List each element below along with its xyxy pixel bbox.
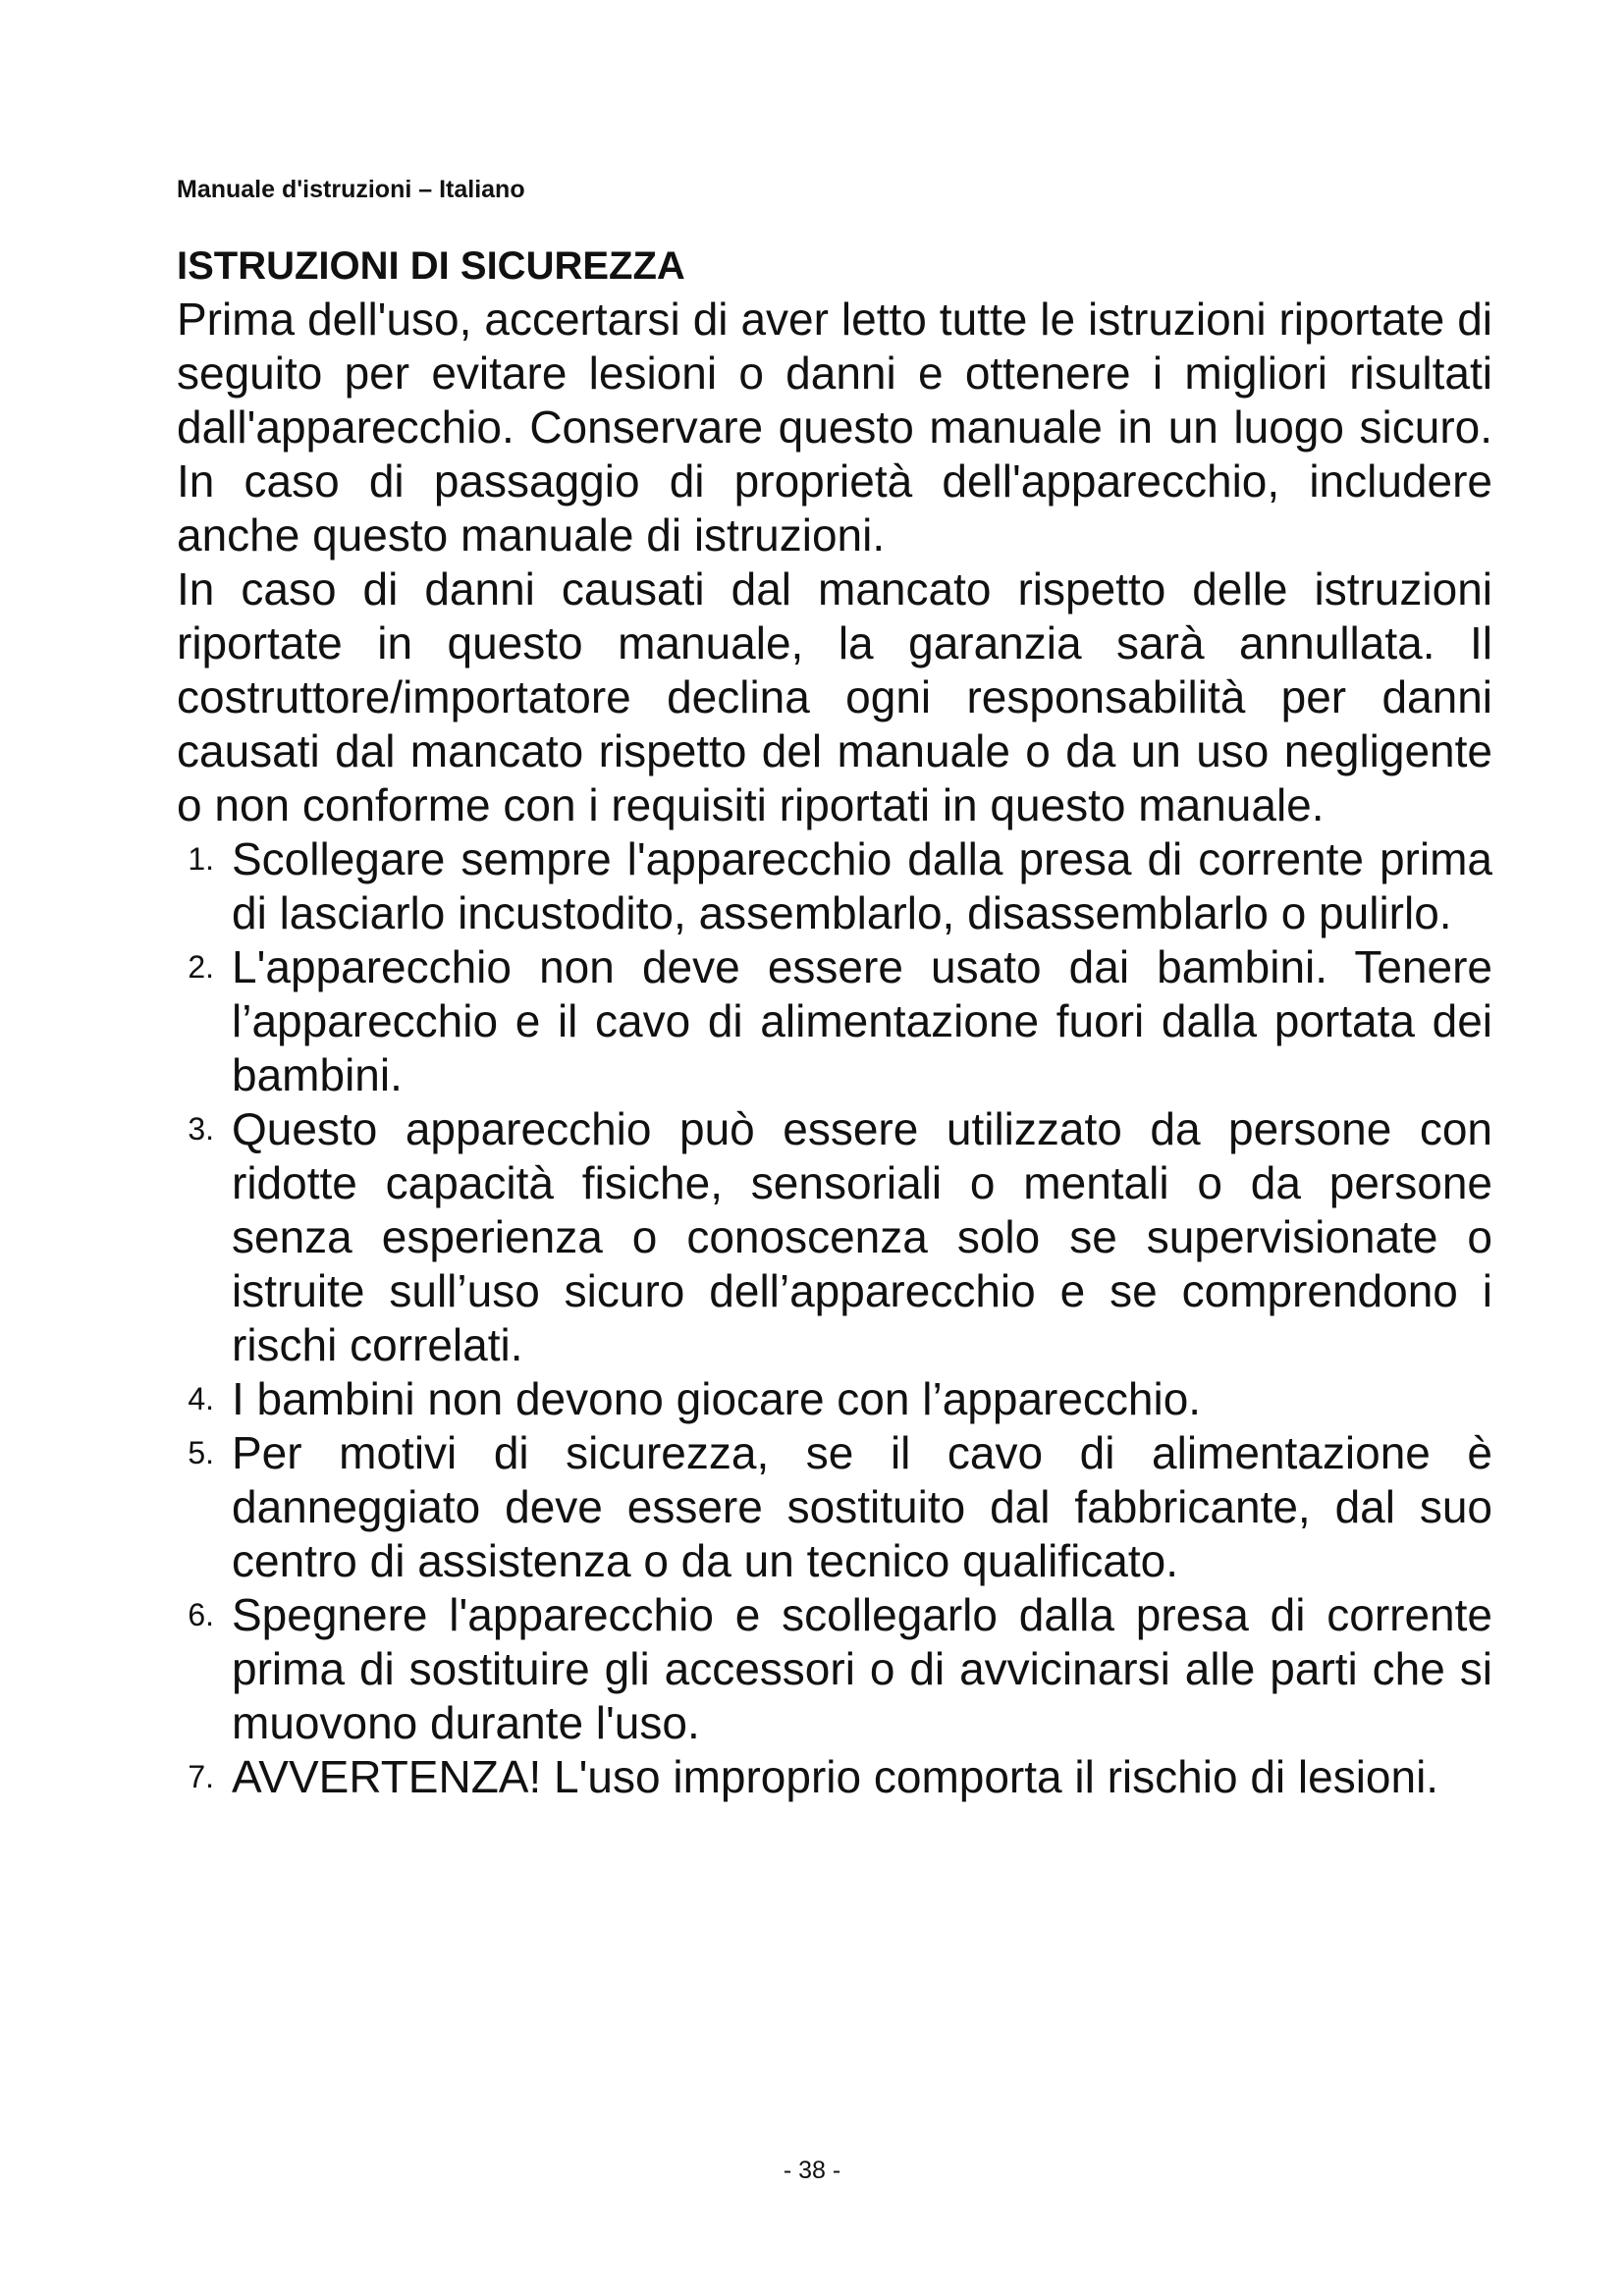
list-item-text: Per motivi di sicurezza, se il cavo di alimentazione è danneggiato deve essere sostituito dal fabbricante, dal suo centro di assistenza o da un tecnico qualificato. <box>232 1427 1492 1586</box>
list-item <box>177 1102 1492 1372</box>
section-title: ISTRUZIONI DI SICUREZZA <box>177 244 685 288</box>
list-item-number: 7. <box>188 1759 214 1794</box>
list-item-text: Questo apparecchio può essere utilizzato da persone con ridotte capacità fisiche, sensoriali o mentali o da persone senza esperienza o conoscenza solo se supervisionate o istruite sull’uso sicuro dell’apparecchio e se comprendono i rischi correlati. <box>232 1103 1492 1370</box>
running-header: Manuale d'istruzioni – Italiano <box>177 176 525 203</box>
list-item-number: 1. <box>188 841 214 877</box>
list-item-text: Scollegare sempre l'apparecchio dalla presa di corrente prima di lasciarlo incustodito, assemblarlo, disassemblarlo o pulirlo. <box>232 833 1492 938</box>
list-item-number: 3. <box>188 1111 214 1147</box>
list-item <box>177 832 1492 940</box>
safety-instructions-list <box>177 832 1492 1804</box>
list-item <box>177 1372 1492 1426</box>
intro-paragraph: Prima dell'uso, accertarsi di aver letto tutte le istruzioni riportate di seguito per evitare lesioni o danni e ottenere i migliori risultati dall'apparecchio. Conservare questo manuale in un luogo sicuro. In caso di passaggio di proprietà dell'apparecchio, includere anche questo manuale di istruzioni. <box>177 294 1492 561</box>
list-item-text: I bambini non devono giocare con l’apparecchio. <box>232 1373 1202 1424</box>
list-item-number: 6. <box>188 1597 214 1632</box>
list-item-text: L'apparecchio non deve essere usato dai bambini. Tenere l’apparecchio e il cavo di alimentazione fuori dalla portata dei bambini. <box>232 941 1492 1100</box>
list-item <box>177 1750 1492 1804</box>
list-item-number: 4. <box>188 1381 214 1416</box>
list-item <box>177 1426 1492 1588</box>
list-item-number: 2. <box>188 949 214 985</box>
warranty-paragraph: In caso di danni causati dal mancato rispetto delle istruzioni riportate in questo manuale, la garanzia sarà annullata. Il costruttore/importatore declina ogni responsabilità per danni causati dal mancato rispetto del manuale o da un uso negligente o non conforme con i requisiti riportati in questo manuale. <box>177 563 1492 830</box>
page-number: - 38 - <box>783 2157 841 2184</box>
list-item <box>177 1588 1492 1750</box>
manual-page <box>177 175 1492 1804</box>
list-item-number: 5. <box>188 1435 214 1470</box>
list-item-text: AVVERTENZA! L'uso improprio comporta il rischio di lesioni. <box>232 1751 1439 1802</box>
list-item-text: Spegnere l'apparecchio e scollegarlo dalla presa di corrente prima di sostituire gli accessori o di avvicinarsi alle parti che si muovono durante l'uso. <box>232 1589 1492 1748</box>
list-item <box>177 940 1492 1102</box>
